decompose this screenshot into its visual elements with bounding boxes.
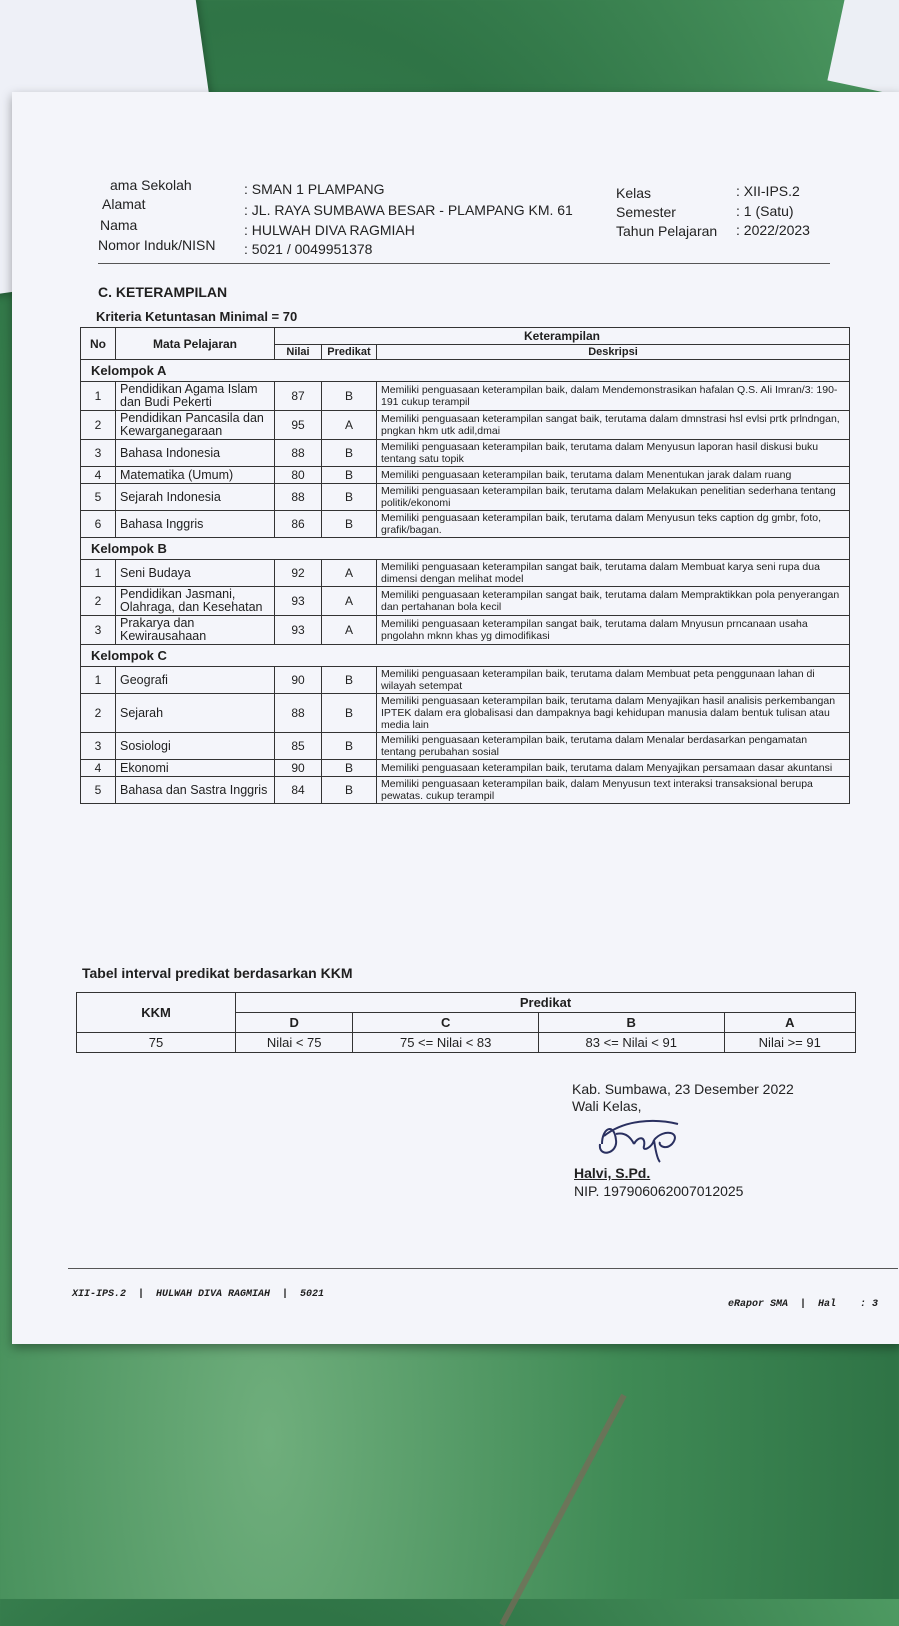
table-row — [81, 467, 850, 484]
description: Memiliki penguasaan keterampilan baik, dalam Menyusun text interaksi transaksional berupa pewatas. cukup terampil — [377, 777, 850, 804]
student-name-label: Nama — [100, 217, 138, 233]
subject-name: Geografi — [116, 667, 275, 694]
background-paper-edge — [827, 0, 899, 97]
score: 85 — [275, 733, 322, 760]
table-row — [81, 382, 850, 411]
table-row — [81, 616, 850, 645]
predicate: A — [322, 411, 377, 440]
school-name-label: ama Sekolah — [110, 177, 192, 193]
description: Memiliki penguasaan keterampilan baik, terutama dalam Membuat peta penggunaan lahan di wilayah setempat — [377, 667, 850, 694]
table-row — [81, 560, 850, 587]
table-row — [81, 667, 850, 694]
student-name: : HULWAH DIVA RAGMIAH — [244, 222, 415, 238]
row-number: 4 — [81, 467, 116, 484]
row-number: 1 — [81, 667, 116, 694]
subject-name: Bahasa Inggris — [116, 511, 275, 538]
description: Memiliki penguasaan keterampilan sangat baik, terutama dalam Mnyusun prncanaan usaha pngolahn mknn khas yg dimodifikasi — [377, 616, 850, 645]
subject-name: Bahasa Indonesia — [116, 440, 275, 467]
table-row — [81, 733, 850, 760]
predicate: B — [322, 694, 377, 733]
subject-name: Bahasa dan Sastra Inggris — [116, 777, 275, 804]
group-row — [81, 538, 850, 560]
score: 86 — [275, 511, 322, 538]
subject-name: Ekonomi — [116, 760, 275, 777]
group-row — [81, 645, 850, 667]
interval-a-range: Nilai >= 91 — [724, 1033, 855, 1053]
floor-crack — [499, 1394, 626, 1626]
header-score: Nilai — [275, 345, 322, 360]
school-year-label: Tahun Pelajaran — [616, 223, 718, 239]
predicate: B — [322, 382, 377, 411]
score: 93 — [275, 616, 322, 645]
address: : JL. RAYA SUMBAWA BESAR - PLAMPANG KM. 61 — [244, 202, 573, 218]
interval-title: Tabel interval predikat berdasarkan KKM — [82, 965, 353, 981]
score: 88 — [275, 484, 322, 511]
description: Memiliki penguasaan keterampilan baik, terutama dalam Menyajikan hasil analisis perkembangan IPTEK dalam era globalisasi dan dampaknya bagi kehidupan manusia dalam bentuk tulisan atau media lain — [377, 694, 850, 733]
score: 90 — [275, 667, 322, 694]
interval-c-range: 75 <= Nilai < 83 — [353, 1033, 539, 1053]
subject-name: Pendidikan Agama Islam dan Budi Pekerti — [116, 382, 275, 411]
score: 87 — [275, 382, 322, 411]
predicate: A — [322, 560, 377, 587]
footer-page: eRapor SMA | Hal : 3 — [728, 1299, 879, 1310]
skills-table-body — [81, 360, 850, 804]
address-label: Alamat — [102, 196, 146, 212]
predicate: B — [322, 511, 377, 538]
row-number: 2 — [81, 694, 116, 733]
predicate: B — [322, 667, 377, 694]
subject-name: Pendidikan Jasmani, Olahraga, dan Kesehatan — [116, 587, 275, 616]
description: Memiliki penguasaan keterampilan baik, terutama dalam Melakukan penelitian sederhana tentang politik/ekonomi — [377, 484, 850, 511]
interval-header-b: B — [538, 1013, 724, 1033]
score: 90 — [275, 760, 322, 777]
homeroom-name: Halvi, S.Pd. — [574, 1165, 651, 1181]
group-name: Kelompok B — [81, 538, 850, 560]
homeroom-role: Wali Kelas, — [572, 1098, 642, 1114]
score: 88 — [275, 440, 322, 467]
subject-name: Seni Budaya — [116, 560, 275, 587]
row-number: 1 — [81, 560, 116, 587]
subject-name: Sosiologi — [116, 733, 275, 760]
row-number: 4 — [81, 760, 116, 777]
header-predicate: Predikat — [322, 345, 377, 360]
interval-d-range: Nilai < 75 — [236, 1033, 353, 1053]
interval-kkm-value: 75 — [77, 1033, 236, 1053]
interval-header-predicate: Predikat — [236, 993, 856, 1013]
row-number: 5 — [81, 484, 116, 511]
semester: : 1 (Satu) — [736, 203, 794, 219]
class: : XII-IPS.2 — [736, 183, 800, 199]
interval-header-d: D — [236, 1013, 353, 1033]
semester-label: Semester — [616, 204, 676, 220]
subject-name: Prakarya dan Kewirausahaan — [116, 616, 275, 645]
table-row — [81, 777, 850, 804]
description: Memiliki penguasaan keterampilan sangat baik, terutama dalam Membuat karya seni rupa dua dimensi dengan melihat model — [377, 560, 850, 587]
subject-name: Matematika (Umum) — [116, 467, 275, 484]
row-number: 3 — [81, 733, 116, 760]
interval-b-range: 83 <= Nilai < 91 — [538, 1033, 724, 1053]
handwritten-signature — [594, 1114, 694, 1164]
score: 93 — [275, 587, 322, 616]
class-label: Kelas — [616, 185, 652, 201]
skills-table — [80, 327, 850, 804]
predicate: B — [322, 733, 377, 760]
description: Memiliki penguasaan keterampilan sangat baik, terutama dalam Mempraktikkan pola penyerangan dan pertahanan bola kecil — [377, 587, 850, 616]
predicate-interval-table — [76, 992, 856, 1053]
interval-header-c: C — [353, 1013, 539, 1033]
predicate: B — [322, 484, 377, 511]
row-number: 5 — [81, 777, 116, 804]
header-subject: Mata Pelajaran — [116, 328, 275, 360]
predicate: B — [322, 440, 377, 467]
description: Memiliki penguasaan keterampilan baik, terutama dalam Menyusun laporan hasil diskusi buku tentang satu topik — [377, 440, 850, 467]
description: Memiliki penguasaan keterampilan baik, terutama dalam Menyajikan persamaan dasar akuntansi — [377, 760, 850, 777]
predicate: B — [322, 467, 377, 484]
section-title: C. KETERAMPILAN — [98, 284, 228, 300]
school-year: : 2022/2023 — [736, 222, 810, 238]
predicate: A — [322, 587, 377, 616]
row-number: 2 — [81, 411, 116, 440]
description: Memiliki penguasaan keterampilan sangat baik, terutama dalam dmnstrasi hsl evlsi prtk prlndngan, pngkan hkm utk adil,dmai — [377, 411, 850, 440]
header-divider — [98, 263, 830, 264]
row-number: 6 — [81, 511, 116, 538]
predicate: B — [322, 760, 377, 777]
table-row — [81, 511, 850, 538]
group-name: Kelompok A — [81, 360, 850, 382]
table-row — [81, 440, 850, 467]
kkm-criteria: Kriteria Ketuntasan Minimal = 70 — [96, 309, 298, 324]
row-number: 2 — [81, 587, 116, 616]
score: 80 — [275, 467, 322, 484]
nisn: : 5021 / 0049951378 — [244, 241, 373, 257]
subject-name: Sejarah Indonesia — [116, 484, 275, 511]
footer-student: XII-IPS.2 | HULWAH DIVA RAGMIAH | 5021 — [72, 1289, 325, 1300]
row-number: 3 — [81, 440, 116, 467]
predicate: B — [322, 777, 377, 804]
description: Memiliki penguasaan keterampilan baik, terutama dalam Menalar berdasarkan pengamatan tentang perubahan sosial — [377, 733, 850, 760]
school-name: : SMAN 1 PLAMPANG — [244, 181, 385, 197]
table-row — [81, 411, 850, 440]
group-name: Kelompok C — [81, 645, 850, 667]
score: 88 — [275, 694, 322, 733]
homeroom-nip: NIP. 197906062007012025 — [574, 1183, 744, 1199]
score: 84 — [275, 777, 322, 804]
footer-divider — [68, 1268, 898, 1269]
table-row — [81, 484, 850, 511]
header-skills: Keterampilan — [275, 328, 850, 345]
row-number: 1 — [81, 382, 116, 411]
table-row — [81, 694, 850, 733]
description: Memiliki penguasaan keterampilan baik, dalam Mendemonstrasikan hafalan Q.S. Ali Imran/3: 190-191 cukup terampil — [377, 382, 850, 411]
nisn-label: Nomor Induk/NISN — [98, 237, 216, 253]
interval-header-kkm: KKM — [77, 993, 236, 1033]
header-no: No — [81, 328, 116, 360]
header-description: Deskripsi — [377, 345, 850, 360]
interval-header-a: A — [724, 1013, 855, 1033]
score: 92 — [275, 560, 322, 587]
table-row — [81, 587, 850, 616]
description: Memiliki penguasaan keterampilan baik, terutama dalam Menentukan jarak dalam ruang — [377, 467, 850, 484]
score: 95 — [275, 411, 322, 440]
predicate: A — [322, 616, 377, 645]
place-date: Kab. Sumbawa, 23 Desember 2022 — [572, 1081, 794, 1097]
row-number: 3 — [81, 616, 116, 645]
subject-name: Pendidikan Pancasila dan Kewarganegaraan — [116, 411, 275, 440]
table-row — [81, 760, 850, 777]
subject-name: Sejarah — [116, 694, 275, 733]
description: Memiliki penguasaan keterampilan baik, terutama dalam Menyusun teks caption dg gmbr, foto, grafik/bagan. — [377, 511, 850, 538]
group-row — [81, 360, 850, 382]
